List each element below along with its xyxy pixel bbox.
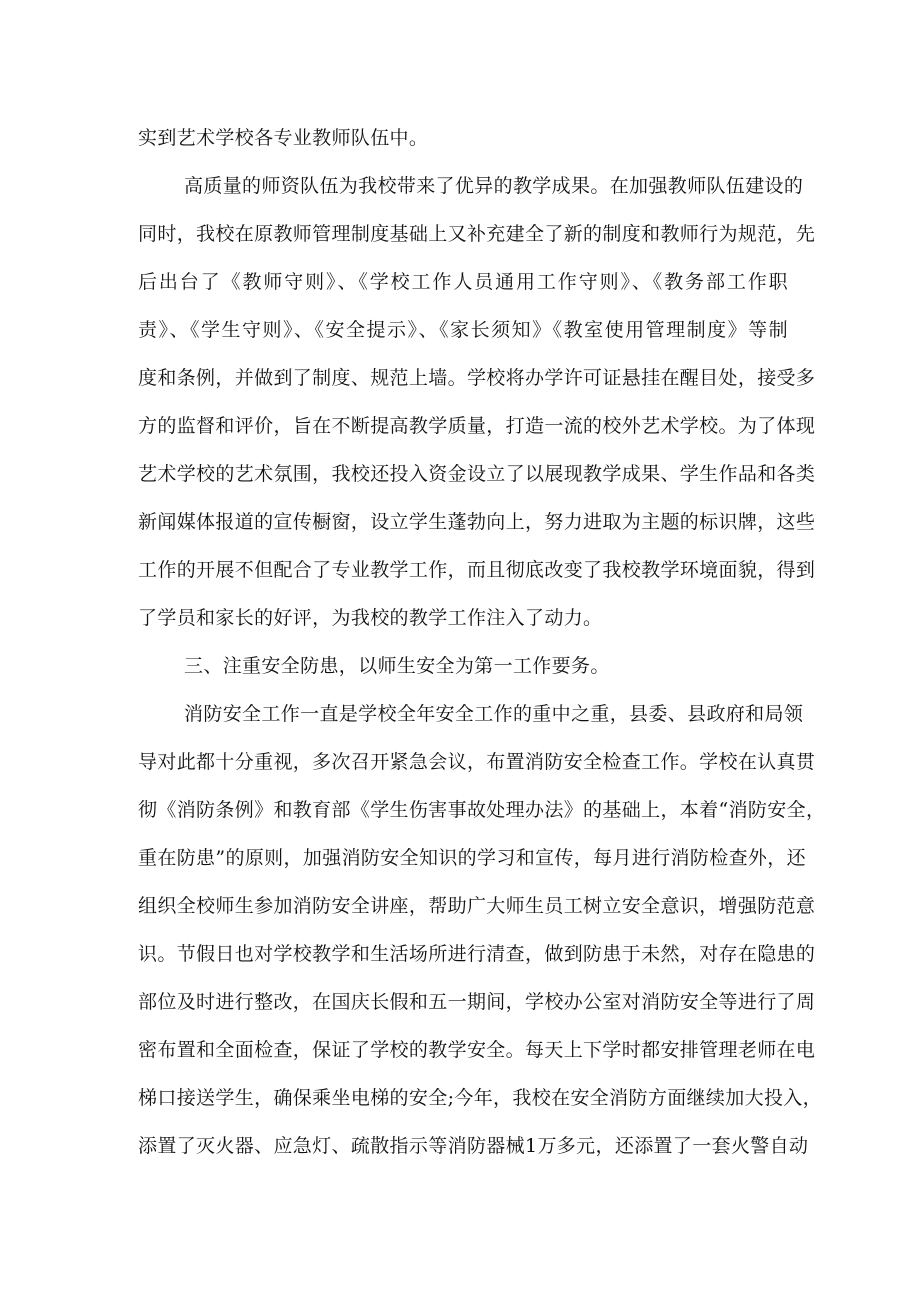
text-line: 方的监督和评价，旨在不断提高教学质量，打造一流的校外艺术学校。为了体现 <box>138 415 816 437</box>
text-line: 同时，我校在原教师管理制度基础上又补充建全了新的制度和教师行为规范，先 <box>138 223 816 245</box>
text-line: 组织全校师生参加消防安全讲座，帮助广大师生员工树立安全意识，增强防范意 <box>138 895 816 917</box>
text-line: 消防安全工作一直是学校全年安全工作的重中之重，县委、县政府和局领 <box>184 703 804 725</box>
text-line: 实到艺术学校各专业教师队伍中。 <box>138 127 429 149</box>
text-line: 高质量的师资队伍为我校带来了优异的教学成果。在加强教师队伍建设的 <box>184 175 804 197</box>
text-line: 部位及时进行整改，在国庆长假和五一期间，学校办公室对消防安全等进行了周 <box>138 991 816 1013</box>
text-line: 工作的开展不但配合了专业教学工作，而且彻底改变了我校教学环境面貌，得到 <box>138 559 816 581</box>
text-line: 责》、《学生守则》、《安全提示》、《家长须知》《教室使用管理制度》等制 <box>138 319 788 341</box>
text-line: 重在防患”的原则，加强消防安全知识的学习和宣传，每月进行消防检查外，还 <box>138 847 806 869</box>
text-line: 导对此都十分重视，多次召开紧急会议，布置消防安全检查工作。学校在认真贯 <box>138 751 816 773</box>
text-line: 添置了灭火器、应急灯、疏散指示等消防器械1万多元，还添置了一套火警自动 <box>138 1135 809 1157</box>
text-line: 度和条例，并做到了制度、规范上墙。学校将办学许可证悬挂在醒目处，接受多 <box>138 367 816 389</box>
section-heading: 三、注重安全防患，以师生安全为第一工作要务。 <box>184 655 610 677</box>
text-line: 新闻媒体报道的宣传橱窗，设立学生蓬勃向上，努力进取为主题的标识牌，这些 <box>138 511 816 533</box>
text-line: 密布置和全面检查，保证了学校的教学安全。每天上下学时都安排管理老师在电 <box>138 1039 816 1061</box>
text-line: 梯口接送学生，确保乘坐电梯的安全;今年，我校在安全消防方面继续加大投入， <box>138 1087 823 1109</box>
text-line: 识。节假日也对学校教学和生活场所进行清查，做到防患于未然，对存在隐患的 <box>138 943 816 965</box>
text-line: 艺术学校的艺术氛围，我校还投入资金设立了以展现教学成果、学生作品和各类 <box>138 463 816 485</box>
text-line: 了学员和家长的好评，为我校的教学工作注入了动力。 <box>138 607 603 629</box>
text-line: 后出台了《教师守则》、《学校工作人员通用工作守则》、《教务部工作职 <box>138 271 788 293</box>
text-line: 彻《消防条例》和教育部《学生伤害事故处理办法》的基础上，本着“消防安全， <box>138 799 826 821</box>
